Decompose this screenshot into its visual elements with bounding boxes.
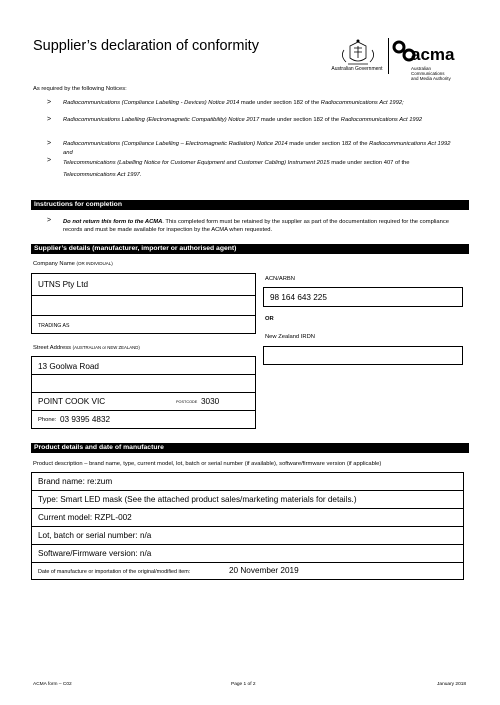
product-description-label: Product description – brand name, type, current model, lot, batch or serial number (if available), software/firmware version (if applicable)	[33, 461, 382, 467]
product-type-field[interactable]: Type: Smart LED mask (See the attached product sales/marketing materials for details.)	[32, 491, 463, 509]
street-address-field-2[interactable]	[32, 375, 255, 393]
street-address-label: Street Address (AUSTRALIAN or NEW ZEALAND)	[33, 345, 140, 351]
manufacture-date-field[interactable]: Date of manufacture or importation of the original/modified item: 20 November 2019	[38, 566, 299, 575]
company-name-field[interactable]: UTNS Pty Ltd	[32, 274, 255, 296]
acma-logo-icon	[391, 38, 461, 66]
acma-sub-line: Communications	[411, 71, 445, 76]
street-address-field[interactable]: 13 Goolwa Road	[32, 357, 255, 375]
supplier-heading: Supplier’s details (manufacturer, importer or authorised agent)	[31, 244, 469, 254]
arrow-bullet-icon: >	[47, 99, 52, 106]
company-box	[31, 273, 256, 334]
product-box	[31, 472, 464, 580]
instructions-heading: Instructions for completion	[31, 200, 469, 210]
postcode-value: 3030	[201, 397, 220, 406]
phone-field[interactable]: Phone: 03 9395 4832	[38, 415, 111, 424]
government-label: Australian Government	[331, 66, 383, 72]
notices-intro: As required by the following Notices:	[33, 86, 127, 92]
page-title: Supplier’s declaration of conformity	[33, 38, 259, 54]
brand-name-field[interactable]: Brand name: re:zum	[32, 473, 463, 491]
acma-subtitle	[411, 66, 471, 81]
software-version-field[interactable]: Software/Firmware version: n/a	[32, 545, 463, 563]
lot-batch-field[interactable]: Lot, batch or serial number: n/a	[32, 527, 463, 545]
postcode-label: POSTCODE	[176, 400, 198, 404]
footer-date: January 2018	[437, 682, 467, 687]
company-name-label: Company Name (OR INDIVIDUAL)	[33, 261, 113, 267]
product-heading: Product details and date of manufacture	[31, 443, 469, 453]
logo-divider	[388, 38, 389, 74]
footer-form-id: ACMA form – C02	[33, 682, 72, 687]
arrow-bullet-icon: >	[47, 116, 52, 123]
acn-field[interactable]: 98 164 643 225	[263, 287, 463, 307]
current-model-field[interactable]: Current model: RZPL-002	[32, 509, 463, 527]
arrow-bullet-icon: >	[47, 140, 52, 147]
nz-irdn-label: New Zealand IRDN	[265, 334, 315, 340]
suburb-field[interactable]: POINT COOK VIC POSTCODE 3030	[32, 393, 255, 411]
footer-page-number: Page 1 of 2	[231, 682, 256, 687]
arrow-bullet-icon: >	[47, 157, 52, 164]
acma-sub-line: and Media Authority	[411, 76, 451, 81]
nz-irdn-field[interactable]	[263, 346, 463, 365]
trading-as-field[interactable]: TRADING AS	[38, 323, 70, 329]
company-name-field-2[interactable]	[32, 296, 255, 316]
acn-label: ACN/ARBN	[265, 276, 295, 282]
acma-sub-line: Australian	[411, 66, 432, 71]
acma-wordmark: acma	[411, 45, 455, 64]
address-box	[31, 356, 256, 429]
or-label: OR	[265, 316, 274, 322]
arrow-bullet-icon: >	[47, 217, 52, 224]
